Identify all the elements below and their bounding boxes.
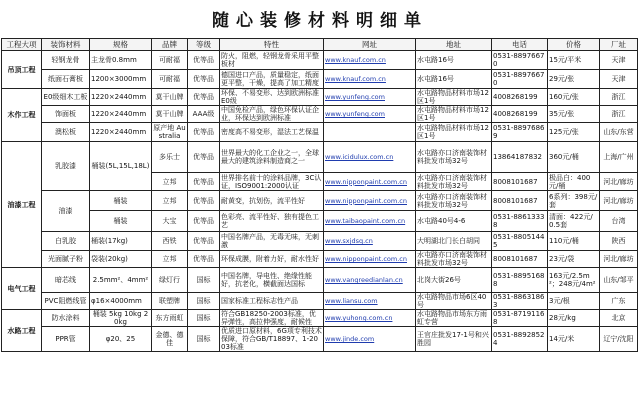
grade-cell: 优等品 (188, 51, 220, 70)
grade-cell: 优等品 (188, 89, 220, 106)
url-link[interactable]: www.sxjdsq.cn (325, 237, 373, 245)
brand-cell: 西铁 (152, 232, 188, 251)
table-row (2, 310, 638, 327)
url-link[interactable]: www.nipponpaint.com.cn (325, 196, 407, 205)
phone-cell: 0531-88613338 (492, 211, 548, 232)
col-header-origin: 厂址 (600, 39, 638, 51)
address-cell: 水屯路物品市场东方雨虹专营 (416, 310, 492, 327)
url-link[interactable]: www.nipponpaint.com.cn (325, 177, 407, 186)
brand-cell: 金德、德佳 (152, 327, 188, 352)
price-cell: 6系列：398元/套 (548, 191, 600, 211)
grade-cell: 优等品 (188, 232, 220, 251)
brand-cell: 可耐福 (152, 51, 188, 70)
category-electric: 电气工程 (2, 268, 42, 310)
page-title: 随心装修材料明细单 (212, 11, 428, 31)
grade-cell: 优等品 (188, 251, 220, 268)
grade-cell: 优等品 (188, 142, 220, 173)
table-row (2, 51, 638, 70)
grade-cell: 国标 (188, 310, 220, 327)
phone-cell: 0531-88976869 (492, 123, 548, 142)
address-cell: 大明湖北门长白胡同 (416, 232, 492, 251)
category-paint: 油漆工程 (2, 142, 42, 268)
table-row (2, 327, 638, 352)
col-header-url: 网址 (324, 39, 416, 51)
feature-cell: 色彩亮、流平性好、独有提色工艺 (220, 211, 324, 232)
url-link[interactable]: www.taibaopaint.com.cn (325, 217, 406, 225)
feature-cell: 符合GB18250-2003标准，优异弹性，高拉伸强度，耐候性 (220, 310, 324, 327)
material-cell: PPR管 (42, 327, 90, 352)
origin-cell: 山东/东营 (600, 123, 638, 142)
price-cell: 23元/袋 (548, 251, 600, 268)
col-header-phone: 电话 (492, 39, 548, 51)
feature-cell: 耐黄变，抗划伤，流平性好 (220, 191, 324, 211)
material-cell: 白乳胶 (42, 232, 90, 251)
feature-cell: 世界最大的化工企业之一，全球最大的建筑涂料制造商之一 (220, 142, 324, 173)
col-header-brand: 品牌 (152, 39, 188, 51)
price-cell: 160元/张 (548, 89, 600, 106)
origin-cell: 天津 (600, 51, 638, 70)
grade-cell: AAA级 (188, 106, 220, 123)
feature-cell: 中国名牌产品，无毒无味，无刺激 (220, 232, 324, 251)
price-cell: 极品白：400元/桶 (548, 173, 600, 191)
feature-cell: 世界排名前十的涂料品牌，3C认证，ISO9001:2000认证 (220, 173, 324, 191)
material-cell: 饰面板 (42, 106, 90, 123)
spec-cell: 桶装 (90, 211, 152, 232)
table-row (2, 211, 638, 232)
price-cell: 110元/桶 (548, 232, 600, 251)
origin-cell: 北京 (600, 310, 638, 327)
address-cell: 王官庄批发17-1号和兴胜园 (416, 327, 492, 352)
origin-cell: 陕西 (600, 232, 638, 251)
origin-cell: 上海/广州 (600, 142, 638, 173)
price-cell: 14元/米 (548, 327, 600, 352)
url-link[interactable]: www.jinde.com (325, 335, 375, 343)
brand-cell: 莫干山牌 (152, 106, 188, 123)
col-header-grade: 等级 (188, 39, 220, 51)
feature-cell: 优质进口原材料，6G项专利技术保障，符合GB/T18897、1-2003标准 (221, 327, 322, 351)
url-link[interactable]: www.vangreedianlan.cn (325, 276, 403, 284)
address-cell: 水屯路亦口济南装饰材料批发市场32号 (416, 142, 492, 173)
url-link[interactable]: www.knauf.com.cn (325, 75, 386, 83)
origin-cell: 天津 (600, 70, 638, 89)
origin-cell: 台湾 (600, 211, 638, 232)
material-cell: 乳胶漆 (42, 142, 90, 191)
table-row (2, 123, 638, 142)
phone-cell: 8008101687 (492, 251, 548, 268)
feature-cell: 国家标准工程标志性产品 (220, 293, 324, 310)
spec-cell: 1220×2440mm (90, 106, 152, 123)
material-cell: E0级细木工板 (42, 89, 90, 106)
brand-cell: 大宝 (152, 211, 188, 232)
grade-cell: 国标 (188, 293, 220, 310)
phone-cell: 0531-88976670 (492, 51, 548, 70)
category-ceiling: 吊顶工程 (2, 51, 42, 89)
url-link[interactable]: www.yunfeng.com (325, 93, 385, 101)
table-row (2, 89, 638, 106)
price-cell: 360元/桶 (548, 142, 600, 173)
origin-cell: 河北/廊坊 (600, 173, 638, 191)
spec-cell: 桶装 (90, 191, 152, 211)
col-header-category: 工程大项 (2, 39, 42, 51)
phone-cell: 8008101687 (492, 191, 548, 211)
material-cell: 暗芯线 (42, 268, 90, 293)
feature-cell: 中国名牌，导电性、绝缘性能好，抗老化，横截面达国标 (220, 268, 324, 293)
url-link[interactable]: www.icidulux.com.cn (325, 153, 394, 161)
brand-cell: 原产地 Australia (153, 124, 186, 140)
material-cell: 轻钢龙骨 (42, 51, 90, 70)
url-link[interactable]: www.yunfeng.com (325, 110, 385, 118)
phone-cell: 0531-87191168 (492, 310, 548, 327)
phone-cell: 8008101687 (492, 173, 548, 191)
spec-cell: φ20、25 (90, 327, 152, 352)
phone-cell: 4008268199 (492, 106, 548, 123)
col-header-price: 价格 (548, 39, 600, 51)
grade-cell: 优等品 (188, 123, 220, 142)
price-cell: 清面：422元/0.5套 (548, 211, 600, 232)
price-cell: 15元/平米 (548, 51, 600, 70)
material-cell: 防水涂料 (42, 310, 90, 327)
address-cell: 北岗大街26号 (416, 268, 492, 293)
material-cell: PVC阻燃线管 (42, 293, 90, 310)
origin-cell: 辽宁/沈阳 (600, 327, 638, 352)
spec-cell: 主龙骨0.8mm (90, 51, 152, 70)
origin-cell: 广东 (600, 293, 638, 310)
spec-cell: 桶装(17kg) (90, 232, 152, 251)
table-row (2, 251, 638, 268)
col-header-spec: 规格 (90, 39, 152, 51)
address-cell: 水屯路亦口济南装饰材料批发市场32号 (416, 191, 492, 211)
feature-cell: 防火，阻燃，轻钢龙骨采用平整板材 (220, 51, 324, 70)
address-cell: 水屯路物品材料市场12区1号 (416, 89, 492, 106)
origin-cell: 浙江 (600, 89, 638, 106)
phone-cell: 0531-88051445 (492, 232, 548, 251)
brand-cell: 莫干山牌 (152, 89, 188, 106)
url-link[interactable]: www.nipponpaint.com.cn (325, 255, 407, 263)
material-cell: 纸面石膏板 (42, 70, 90, 89)
phone-cell: 0531-88631863 (492, 293, 548, 310)
spec-cell: 2.5mm²、4mm² (90, 268, 152, 293)
address-cell: 水屯路亦口济南装饰材料批发市场32号 (416, 251, 492, 268)
feature-cell: 德国进口产品，质量稳定，纸面更平整，干燥，提高了加工精度 (220, 70, 324, 89)
feature-cell: 环保、不易变形、达到欧洲标准E0级 (220, 89, 324, 106)
spec-cell: 桶装(5L,15L,18L) (90, 142, 152, 191)
phone-cell: 0531-88951688 (492, 268, 548, 293)
table-row (2, 191, 638, 211)
category-wood: 木作工程 (2, 89, 42, 142)
header-row (2, 39, 638, 51)
grade-cell: 国标 (188, 268, 220, 293)
price-cell: 28元/kg (548, 310, 600, 327)
material-cell: 油漆 (42, 191, 90, 232)
phone-cell: 13864187832 (492, 142, 548, 173)
url-link[interactable]: www.yuhong.com.cn (325, 314, 393, 322)
brand-cell: 绿灯行 (152, 268, 188, 293)
spec-cell: 桶装 5kg 10kg 20kg (90, 310, 152, 327)
table-row (2, 232, 638, 251)
origin-cell: 山东/邹平 (600, 268, 638, 293)
spec-cell: 1200×3000mm (90, 70, 152, 89)
price-cell: 35元/张 (548, 106, 600, 123)
spec-cell: 1220×2440mm (90, 123, 152, 142)
phone-cell: 4008268199 (492, 89, 548, 106)
col-header-feature: 特性 (220, 39, 324, 51)
url-link[interactable]: www.liansu.com (325, 297, 378, 305)
grade-cell: 国标 (188, 327, 220, 352)
table-row (2, 268, 638, 293)
brand-cell: 立邦 (152, 251, 188, 268)
address-cell: 水屯路物品材料市场12区1号 (416, 123, 492, 142)
brand-cell: 立邦 (152, 173, 188, 191)
phone-cell: 0531-88928524 (492, 327, 548, 352)
category-plumbing: 水路工程 (2, 310, 42, 352)
address-cell: 水屯路亦口济南装饰材料批发市场32号 (416, 173, 492, 191)
feature-cell: 中国免检产品，绿色环保认证企业，环保达到欧洲标准 (220, 106, 324, 123)
table-row (2, 106, 638, 123)
grade-cell: 优等品 (188, 70, 220, 89)
brand-cell: 立邦 (152, 191, 188, 211)
feature-cell: 密度高不易变形，湿法工艺保温 (220, 123, 324, 142)
spec-cell: 1220×2440mm (90, 89, 152, 106)
brand-cell: 联塑牌 (152, 293, 188, 310)
address-cell: 水屯路40号4-6 (416, 211, 492, 232)
price-cell: 29元/张 (548, 70, 600, 89)
material-cell: 光面腻子粉 (42, 251, 90, 268)
table-row (2, 142, 638, 173)
phone-cell: 0531-88976670 (492, 70, 548, 89)
grade-cell: 优等品 (188, 211, 220, 232)
materials-table (1, 38, 638, 352)
col-header-address: 地址 (416, 39, 492, 51)
address-cell: 水屯路物品材料市场12区1号 (416, 106, 492, 123)
grade-cell: 优等品 (188, 191, 220, 211)
origin-cell: 浙江 (600, 106, 638, 123)
material-cell: 澳松板 (42, 123, 90, 142)
url-link[interactable]: www.knauf.com.cn (325, 56, 386, 64)
brand-cell: 东方雨虹 (152, 310, 188, 327)
grade-cell: 优等品 (188, 173, 220, 191)
origin-cell: 河北/廊坊 (600, 191, 638, 211)
table-row (2, 70, 638, 89)
origin-cell: 河北/廊坊 (600, 251, 638, 268)
col-header-material: 装饰材料 (42, 39, 90, 51)
address-cell: 水屯路物品市场6区40号 (416, 293, 492, 310)
price-cell: 163元/2.5m²；248元/4m² (548, 268, 600, 293)
feature-cell: 环保成膜，附着力好，耐水性好 (220, 251, 324, 268)
brand-cell: 多乐士 (152, 142, 188, 173)
address-cell: 水屯路16号 (416, 70, 492, 89)
price-cell: 125元/张 (548, 123, 600, 142)
spec-cell: φ16×4000mm (90, 293, 152, 310)
price-cell: 3元/根 (548, 293, 600, 310)
brand-cell: 可耐福 (152, 70, 188, 89)
spec-cell: 袋装(20kg) (90, 251, 152, 268)
table-row (2, 293, 638, 310)
address-cell: 水屯路16号 (416, 51, 492, 70)
